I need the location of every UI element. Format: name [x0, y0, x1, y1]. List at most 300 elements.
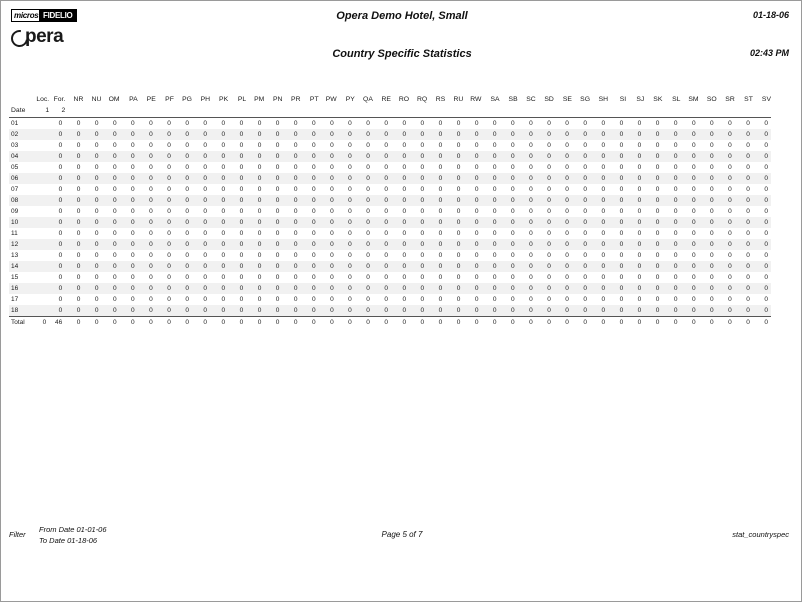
report-date: 01-18-06 [752, 10, 789, 20]
row-label: 11 [11, 230, 18, 237]
table-cell: 0 [655, 230, 660, 237]
total-cell: 0 [83, 317, 101, 329]
row-label: 15 [11, 274, 19, 281]
table-cell: 0 [131, 186, 135, 193]
table-cell: 0 [699, 283, 717, 294]
table-cell: 0 [481, 283, 499, 294]
table-cell: 0 [203, 296, 208, 303]
table-cell: 0 [601, 142, 606, 149]
table-cell: 0 [138, 195, 156, 206]
table-cell: 0 [228, 261, 246, 272]
table-cell: 0 [547, 296, 551, 303]
table-cell: 0 [583, 274, 587, 281]
table-cell: 0 [131, 252, 135, 259]
table-row [9, 239, 771, 250]
table-cell: 0 [590, 195, 608, 206]
table-cell: 0 [554, 283, 572, 294]
table-cell: 0 [644, 195, 662, 206]
total-cell: 0 [536, 317, 554, 329]
table-cell: 0 [554, 305, 572, 317]
table-cell: 0 [366, 296, 370, 303]
table-cell: 0 [728, 142, 732, 149]
table-cell: 0 [192, 129, 210, 140]
table-cell: 0 [608, 217, 626, 228]
table-cell: 0 [463, 305, 481, 317]
table-cell [33, 283, 49, 294]
table-cell: 0 [402, 274, 407, 281]
table-cell: 0 [420, 274, 425, 281]
table-cell: 0 [409, 283, 427, 294]
table-cell: 0 [518, 129, 536, 140]
table-cell: 0 [601, 186, 606, 193]
table-cell: 0 [492, 252, 497, 259]
column-header: SH [598, 96, 609, 103]
table-cell: 0 [710, 274, 714, 281]
table-cell: 0 [65, 151, 83, 162]
table-cell: 0 [101, 239, 119, 250]
table-cell: 0 [583, 164, 587, 171]
table-cell: 0 [456, 164, 461, 171]
total-cell: 0 [33, 317, 49, 329]
date-subheader-spacer [319, 105, 337, 116]
table-cell: 0 [554, 151, 572, 162]
table-cell: 0 [753, 283, 771, 294]
table-row [9, 118, 771, 130]
table-cell: 0 [402, 296, 407, 303]
table-cell: 0 [112, 252, 117, 259]
table-cell [33, 140, 49, 151]
total-cell: 0 [228, 317, 246, 329]
table-cell: 0 [583, 230, 587, 237]
table-cell: 0 [156, 195, 174, 206]
table-cell: 0 [764, 142, 768, 149]
table-cell: 0 [112, 208, 117, 215]
table-cell: 0 [717, 217, 735, 228]
row-label: 04 [9, 151, 33, 162]
table-cell: 0 [221, 296, 226, 303]
total-cell: 0 [717, 317, 735, 329]
table-cell: 0 [492, 186, 497, 193]
table-cell: 0 [608, 305, 626, 317]
table-cell: 0 [49, 151, 65, 162]
table-cell: 0 [257, 208, 262, 215]
fidelio-wordmark: FIDELIO [39, 10, 76, 21]
table-cell: 0 [49, 195, 65, 206]
date-subheader-spacer [717, 105, 735, 116]
table-cell: 0 [565, 230, 569, 237]
table-cell: 0 [474, 274, 479, 281]
table-cell: 0 [590, 151, 608, 162]
date-subheader-spacer [463, 105, 481, 116]
table-cell: 0 [301, 195, 319, 206]
table-cell: 0 [167, 252, 171, 259]
table-cell: 0 [746, 164, 750, 171]
table-cell [33, 173, 49, 184]
table-cell: 0 [319, 151, 337, 162]
column-header: PG [182, 96, 192, 103]
table-cell: 0 [174, 283, 192, 294]
filter-from-date: From Date 01-01-06 [39, 525, 107, 534]
table-cell: 0 [518, 195, 536, 206]
table-cell: 0 [511, 186, 515, 193]
total-cell: 0 [355, 317, 373, 329]
table-cell: 0 [463, 195, 481, 206]
date-subheader-spacer [120, 105, 138, 116]
row-label: 09 [11, 208, 19, 215]
table-cell: 0 [192, 195, 210, 206]
date-subheader-spacer [355, 105, 373, 116]
table-cell: 0 [619, 274, 624, 281]
table-cell: 0 [228, 283, 246, 294]
table-cell: 0 [529, 186, 533, 193]
table-cell: 0 [691, 252, 696, 259]
total-cell: 0 [282, 317, 300, 329]
table-cell: 0 [282, 261, 300, 272]
table-cell: 0 [699, 195, 717, 206]
table-cell: 0 [547, 186, 551, 193]
table-cell: 0 [203, 164, 208, 171]
table-cell: 0 [94, 142, 99, 149]
table-cell: 0 [131, 120, 135, 127]
table-cell: 0 [662, 239, 680, 250]
table-cell: 0 [463, 173, 481, 184]
table-cell: 0 [438, 274, 443, 281]
table-cell: 0 [384, 252, 388, 259]
total-cell: 0 [735, 317, 753, 329]
table-cell: 0 [337, 305, 355, 317]
table-cell: 0 [644, 261, 662, 272]
table-cell: 0 [427, 239, 445, 250]
table-cell: 0 [565, 120, 569, 127]
table-cell: 0 [427, 261, 445, 272]
table-cell: 0 [185, 252, 189, 259]
table-cell: 0 [366, 208, 370, 215]
column-header: For. [53, 96, 66, 103]
table-cell: 0 [366, 230, 370, 237]
total-cell: 0 [192, 317, 210, 329]
date-subheader-label: Date [11, 107, 26, 114]
table-cell: 0 [282, 305, 300, 317]
table-cell: 0 [481, 173, 499, 184]
table-cell: 0 [409, 305, 427, 317]
table-cell: 0 [311, 274, 316, 281]
total-cell: 0 [463, 317, 481, 329]
table-cell: 0 [626, 305, 644, 317]
table-cell: 0 [529, 142, 533, 149]
table-cell: 0 [753, 239, 771, 250]
table-cell: 0 [138, 173, 156, 184]
table-cell: 0 [536, 217, 554, 228]
table-cell: 0 [699, 305, 717, 317]
table-cell: 0 [49, 283, 65, 294]
table-cell: 0 [275, 296, 280, 303]
total-cell: 0 [626, 317, 644, 329]
table-cell: 0 [293, 142, 298, 149]
table-cell: 0 [76, 164, 81, 171]
table-cell: 0 [301, 283, 319, 294]
table-cell: 0 [101, 217, 119, 228]
table-cell: 0 [746, 120, 750, 127]
table-cell: 0 [355, 217, 373, 228]
table-cell: 0 [500, 195, 518, 206]
table-cell: 0 [348, 164, 352, 171]
table-cell: 0 [138, 261, 156, 272]
table-cell: 0 [735, 283, 753, 294]
table-cell: 0 [409, 151, 427, 162]
table-cell: 0 [275, 164, 280, 171]
date-subheader-spacer [427, 105, 445, 116]
table-cell: 0 [590, 261, 608, 272]
table-cell: 0 [112, 142, 117, 149]
table-cell: 0 [492, 142, 497, 149]
table-cell: 0 [746, 274, 750, 281]
table-cell: 0 [492, 230, 497, 237]
table-cell: 0 [210, 173, 228, 184]
opera-logo [11, 27, 91, 47]
row-label: 18 [9, 305, 33, 317]
table-cell: 0 [735, 239, 753, 250]
table-cell: 0 [601, 164, 606, 171]
table-cell: 0 [710, 230, 714, 237]
table-cell: 0 [391, 195, 409, 206]
table-cell: 0 [221, 142, 226, 149]
table-cell: 0 [518, 217, 536, 228]
total-cell: 0 [445, 317, 463, 329]
date-subheader-spacer [735, 105, 753, 116]
table-cell: 0 [293, 186, 298, 193]
table-cell: 0 [58, 186, 63, 193]
table-cell: 0 [655, 208, 660, 215]
table-cell: 0 [474, 296, 479, 303]
table-cell: 0 [319, 305, 337, 317]
table-cell: 0 [94, 230, 99, 237]
table-cell: 0 [203, 186, 208, 193]
table-cell: 0 [474, 186, 479, 193]
date-subheader-spacer [138, 105, 156, 116]
column-header: RS [435, 96, 446, 103]
table-cell: 0 [149, 230, 153, 237]
date-subheader-spacer [101, 105, 119, 116]
table-header-row [9, 94, 771, 105]
column-header: QA [363, 96, 373, 103]
table-cell: 0 [264, 173, 282, 184]
table-cell: 0 [156, 217, 174, 228]
table-cell: 0 [311, 252, 316, 259]
table-cell: 0 [619, 252, 624, 259]
table-cell: 0 [626, 239, 644, 250]
date-subheader-spacer [554, 105, 572, 116]
table-cell: 0 [717, 195, 735, 206]
table-cell: 0 [717, 239, 735, 250]
table-cell: 0 [402, 142, 407, 149]
table-cell: 0 [58, 142, 63, 149]
statistics-table [9, 94, 771, 328]
table-cell: 0 [637, 120, 642, 127]
table-cell: 0 [185, 274, 189, 281]
total-cell: 0 [138, 317, 156, 329]
table-cell: 0 [120, 261, 138, 272]
table-cell: 0 [257, 186, 262, 193]
table-cell: 0 [438, 252, 443, 259]
row-label: 03 [11, 142, 19, 149]
table-cell: 0 [65, 195, 83, 206]
table-cell: 0 [83, 283, 101, 294]
table-cell: 0 [427, 305, 445, 317]
table-cell: 0 [391, 261, 409, 272]
table-cell: 0 [536, 195, 554, 206]
table-cell: 0 [717, 173, 735, 184]
table-cell: 0 [101, 151, 119, 162]
table-cell: 0 [228, 305, 246, 317]
table-cell: 0 [717, 151, 735, 162]
table-cell: 0 [565, 186, 569, 193]
table-cell: 0 [438, 142, 443, 149]
table-cell: 0 [391, 151, 409, 162]
table-cell: 0 [355, 195, 373, 206]
table-cell: 0 [185, 120, 189, 127]
table-cell: 0 [293, 164, 298, 171]
table-cell: 0 [456, 208, 461, 215]
table-cell: 0 [680, 173, 698, 184]
table-cell: 0 [156, 239, 174, 250]
table-cell: 0 [330, 296, 334, 303]
table-cell: 0 [391, 217, 409, 228]
table-cell: 0 [384, 208, 388, 215]
table-cell: 0 [691, 230, 696, 237]
table-cell: 0 [65, 217, 83, 228]
table-row [9, 261, 771, 272]
table-cell: 0 [138, 283, 156, 294]
table-cell: 0 [673, 230, 678, 237]
column-header: PF [165, 96, 174, 103]
table-cell: 0 [691, 274, 696, 281]
table-cell: 0 [149, 186, 153, 193]
row-label: 16 [9, 283, 33, 294]
table-cell: 0 [691, 142, 696, 149]
table-cell: 0 [76, 296, 81, 303]
table-cell: 0 [293, 230, 298, 237]
table-row [9, 173, 771, 184]
table-cell: 0 [764, 230, 768, 237]
table-cell: 0 [120, 217, 138, 228]
table-cell: 0 [49, 129, 65, 140]
table-cell: 0 [348, 142, 352, 149]
table-cell: 0 [174, 129, 192, 140]
table-cell: 0 [590, 217, 608, 228]
table-cell: 0 [65, 173, 83, 184]
table-cell: 0 [156, 151, 174, 162]
column-header: PH [200, 96, 211, 103]
table-cell: 0 [366, 252, 370, 259]
column-header: SD [544, 96, 554, 103]
table-cell: 0 [572, 151, 590, 162]
date-subheader-spacer [83, 105, 101, 116]
table-cell: 0 [608, 129, 626, 140]
table-cell: 0 [167, 142, 171, 149]
table-cell: 0 [120, 151, 138, 162]
table-cell [33, 195, 49, 206]
row-label: 17 [11, 296, 19, 303]
table-cell: 0 [149, 208, 153, 215]
table-cell: 0 [293, 120, 298, 127]
table-cell: 0 [728, 230, 732, 237]
table-cell: 0 [355, 173, 373, 184]
table-cell: 0 [481, 261, 499, 272]
table-cell: 0 [554, 195, 572, 206]
table-cell: 0 [311, 164, 316, 171]
page-indicator: Page 5 of 7 [381, 530, 423, 539]
column-header: PR [291, 96, 301, 103]
table-cell: 0 [764, 120, 768, 127]
table-cell: 0 [699, 239, 717, 250]
table-cell: 0 [572, 239, 590, 250]
table-cell: 0 [373, 195, 391, 206]
date-subheader-spacer [518, 105, 536, 116]
row-label: 01 [11, 120, 19, 127]
table-cell [33, 162, 49, 173]
table-cell: 0 [699, 151, 717, 162]
total-cell: 0 [301, 317, 319, 329]
table-cell: 0 [445, 151, 463, 162]
column-header: PT [309, 96, 319, 103]
table-cell: 0 [275, 252, 280, 259]
table-cell: 0 [637, 296, 642, 303]
table-cell: 0 [728, 296, 732, 303]
date-subheader-spacer [699, 105, 717, 116]
table-cell: 0 [355, 129, 373, 140]
table-cell: 0 [691, 296, 696, 303]
table-cell: 0 [228, 151, 246, 162]
table-cell: 0 [257, 252, 262, 259]
table-cell: 0 [626, 261, 644, 272]
table-cell: 0 [301, 173, 319, 184]
table-cell: 0 [626, 217, 644, 228]
table-cell: 0 [608, 195, 626, 206]
table-cell: 0 [619, 120, 624, 127]
table-cell: 0 [710, 252, 714, 259]
table-cell: 0 [167, 274, 171, 281]
table-cell: 0 [373, 173, 391, 184]
table-row [9, 129, 771, 140]
table-cell: 0 [753, 129, 771, 140]
table-cell: 0 [319, 283, 337, 294]
table-cell: 0 [637, 252, 642, 259]
table-cell: 0 [717, 305, 735, 317]
table-cell: 0 [547, 164, 551, 171]
table-cell: 0 [112, 120, 117, 127]
total-cell: 0 [554, 317, 572, 329]
table-cell: 0 [481, 151, 499, 162]
date-subheader-spacer [662, 105, 680, 116]
table-cell: 0 [203, 120, 208, 127]
table-cell: 0 [101, 305, 119, 317]
column-header: SI [619, 96, 627, 103]
table-cell: 0 [547, 230, 551, 237]
table-cell: 0 [565, 164, 569, 171]
table-cell: 0 [366, 142, 370, 149]
table-cell: 0 [402, 186, 407, 193]
table-cell: 0 [438, 164, 443, 171]
column-header: PE [146, 96, 156, 103]
table-cell: 0 [420, 142, 425, 149]
total-cell: 0 [644, 317, 662, 329]
table-cell: 0 [384, 120, 388, 127]
table-cell: 0 [601, 296, 606, 303]
table-cell: 0 [463, 239, 481, 250]
table-cell: 0 [58, 230, 63, 237]
table-cell: 0 [728, 120, 732, 127]
table-cell: 0 [337, 151, 355, 162]
